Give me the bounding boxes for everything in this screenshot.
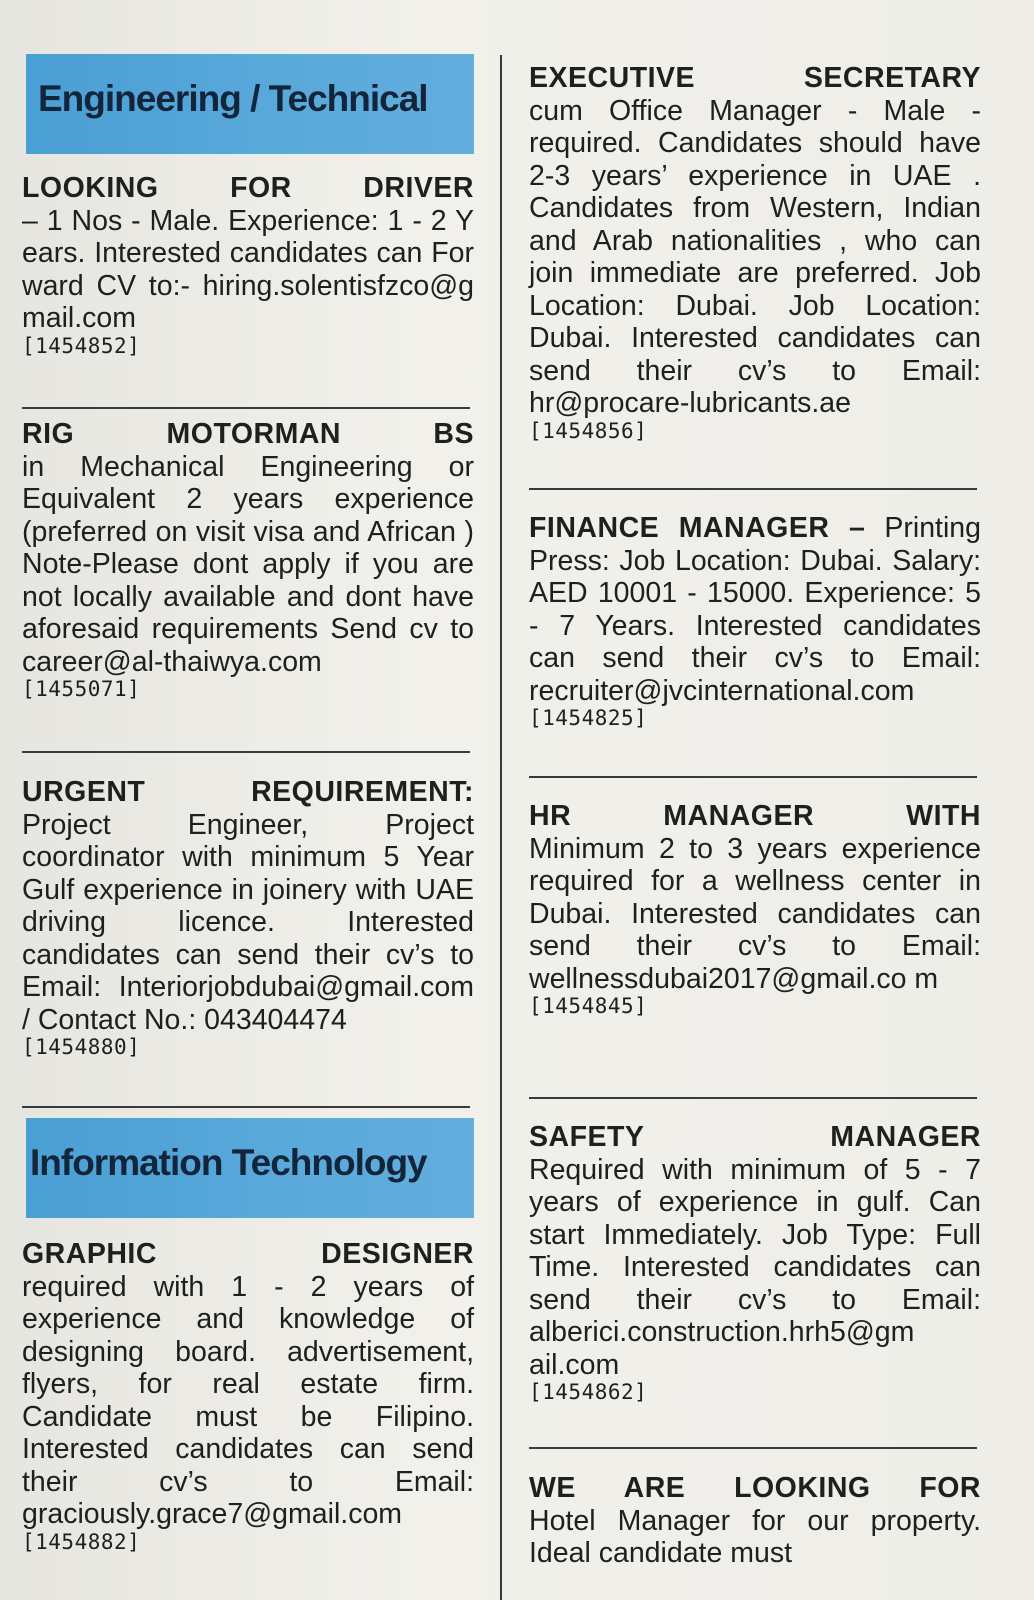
ad-heading: WE ARE LOOKING FOR (529, 1472, 981, 1504)
ad-body: Project Engineer, Project coordinator with minimum 5 Year Gulf experience in joinery with UAE driving licence. Interested candidates can send their cv’s to Email: Interiorjobdubai@gmail.com / Contact No.: 043404474 (22, 808, 474, 1036)
ad-heading: HR MANAGER WITH (529, 800, 981, 832)
ad-body: Required with minimum of 5 - 7 years of experience in gulf. Can start Immediately. Job Type: Full Time. Interested candidates can send their cv’s to Email: alberici.construction.hrh5@gm ail.com (529, 1153, 981, 1381)
section-banner-it (26, 1118, 474, 1218)
column-divider (500, 55, 502, 1600)
classified-ad-hr-manager (529, 800, 981, 1019)
ad-separator (529, 1097, 977, 1099)
classified-ad-driver (22, 172, 474, 359)
ad-reference: [1454882] (22, 1529, 141, 1554)
ad-reference: [1454825] (529, 706, 648, 730)
ad-body: required with 1 - 2 years of experience and knowledge of designing board. advertisement, flyers, for real estate firm. Candidate must be Filipino. Interested candidates can send their cv’s to Email: graciously.grace7@gmail.com (22, 1270, 474, 1530)
ad-separator (529, 488, 977, 490)
ad-heading: RIG MOTORMAN BS (22, 418, 474, 450)
ad-reference: [1455071] (22, 677, 141, 701)
ad-separator (529, 1447, 977, 1449)
ad-heading: EXECUTIVE SECRETARY (529, 62, 981, 94)
classified-ad-executive-secretary (529, 62, 981, 444)
ad-heading: LOOKING FOR DRIVER (22, 172, 474, 204)
ad-separator (529, 776, 977, 778)
ad-body: Minimum 2 to 3 years experience required for a wellness center in Dubai. Interested candidates can send their cv’s to Email: wellnessdubai2017@gmail.co m (529, 832, 981, 995)
ad-heading: FINANCE MANAGER – (529, 512, 866, 544)
classified-ad-safety-manager (529, 1121, 981, 1405)
ad-body: Printing Press: Job Location: Dubai. Salary: AED 10001 - 15000. Experience: 5 - 7 Years. Interested candidates can send their cv’s to Email: recruiter@jvcinternational.com (529, 512, 981, 707)
ad-body: in Mechanical Engineering or Equivalent 2 years experience (preferred on visit visa and African ) Note-Please dont apply if you are not locally available and dont have aforesaid requirements Send cv to career@al-thaiwya.com (22, 450, 474, 678)
classified-ad-rig-motorman (22, 418, 474, 702)
ad-reference: [1454856] (529, 418, 648, 443)
ad-body: – 1 Nos - Male. Experience: 1 - 2 Years. Interested candidates can Forward CV to:- hiring.solentisfzco@gmail.com (22, 204, 474, 334)
section-title-engineering: Engineering / Technical (38, 78, 428, 119)
classified-ad-finance-manager (529, 512, 981, 731)
ad-reference: [1454845] (529, 994, 648, 1018)
ad-separator (22, 1106, 470, 1108)
classified-ad-graphic-designer (22, 1238, 474, 1555)
classified-ad-urgent-requirement (22, 776, 474, 1060)
section-title-it: Information Technology (30, 1142, 427, 1183)
ad-body: Hotel Manager for our property. Ideal candidate must (529, 1504, 981, 1569)
ad-reference: [1454852] (22, 333, 141, 358)
classified-ad-hotel-manager (529, 1472, 981, 1570)
ad-heading: SAFETY MANAGER (529, 1121, 981, 1153)
ad-heading: GRAPHIC DESIGNER (22, 1238, 474, 1270)
ad-separator (22, 407, 470, 409)
ad-reference: [1454862] (529, 1380, 648, 1404)
ad-separator (22, 751, 470, 753)
ad-body: cum Office Manager - Male - required. Candidates should have 2-3 years’ experience in UAE . Candidates from Western, Indian and Arab nationalities , who can join immediate are preferred. Job Location: Dubai. Job Location: Dubai. Interested candidates can send their cv’s to Email: hr@procare-lubricants.ae (529, 94, 981, 419)
ad-reference: [1454880] (22, 1035, 141, 1059)
ad-heading: URGENT REQUIREMENT: (22, 776, 474, 808)
section-banner-engineering (26, 54, 474, 154)
